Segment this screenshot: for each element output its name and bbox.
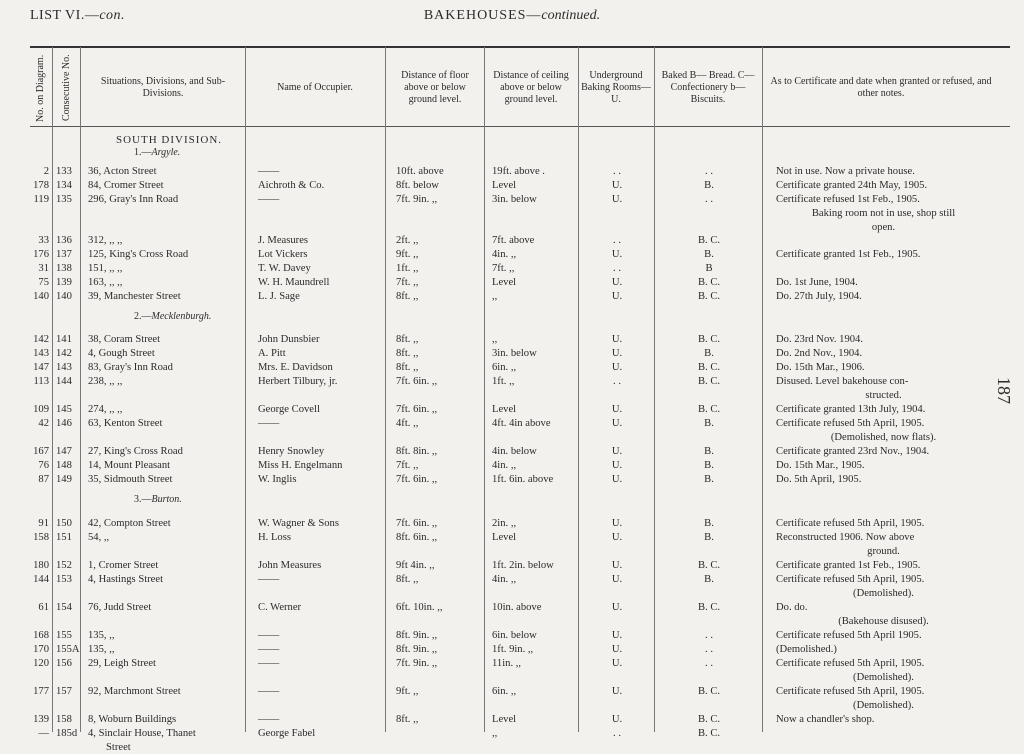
consecutive-no: 158 — [56, 714, 72, 725]
situation-cell: 92, Marchmont Street — [88, 686, 181, 697]
underground-cell: U. — [611, 532, 623, 543]
notes-continuation: (Demolished, now flats). — [830, 432, 937, 443]
occupier-cell: W. Inglis — [258, 474, 297, 485]
underground-cell: U. — [611, 404, 623, 415]
ceiling-cell: 1ft. 9in. ,, — [492, 644, 534, 655]
occupier-cell: —— — [258, 686, 280, 697]
ceiling-cell: Level — [492, 277, 517, 288]
consecutive-no: 139 — [56, 277, 72, 288]
underground-cell: U. — [611, 362, 623, 373]
occupier-cell: W. Wagner & Sons — [258, 518, 339, 529]
situation-cell: 163, ,, ,, — [88, 277, 123, 288]
underground-cell: U. — [611, 644, 623, 655]
occupier-cell: John Measures — [258, 560, 322, 571]
diagram-no: 139 — [33, 714, 49, 725]
page-number: 187 — [994, 377, 1014, 404]
notes-cell: Certificate granted 24th May, 1905. — [776, 180, 928, 191]
ceiling-cell: 3in. below — [492, 348, 537, 359]
ceiling-cell: ,, — [492, 728, 498, 739]
baked-cell: B. C. — [697, 404, 721, 415]
diagram-no: 120 — [33, 658, 49, 669]
floor-cell: 9ft. ,, — [396, 686, 419, 697]
ceiling-cell: 3in. below — [492, 194, 537, 205]
underground-cell: U. — [611, 574, 623, 585]
situation-cell: 274, ,, ,, — [88, 404, 123, 415]
baked-cell: B. — [704, 474, 714, 485]
occupier-cell: George Fabel — [258, 728, 316, 739]
notes-cell: Do. do. — [776, 602, 808, 613]
notes-cell: Do. 27th July, 1904. — [776, 291, 862, 302]
floor-cell: 8ft. ,, — [396, 348, 419, 359]
column-divider — [762, 47, 763, 732]
underground-cell: U. — [611, 348, 623, 359]
diagram-no: — — [38, 728, 49, 739]
occupier-cell: T. W. Davey — [258, 263, 311, 274]
baked-cell: B. — [704, 180, 714, 191]
floor-cell: 7ft. 6in. ,, — [396, 474, 438, 485]
floor-cell: 7ft. ,, — [396, 277, 419, 288]
notes-cell: Do. 2nd Nov., 1904. — [776, 348, 863, 359]
occupier-cell: Miss H. Engelmann — [258, 460, 343, 471]
diagram-no: 91 — [38, 518, 49, 529]
diagram-no: 87 — [38, 474, 49, 485]
underground-cell: U. — [611, 474, 623, 485]
notes-cell: Not in use. Now a private house. — [776, 166, 915, 177]
baked-cell: B. — [704, 532, 714, 543]
notes-continuation: (Bakehouse disused). — [838, 616, 929, 627]
notes-cell: Do. 15th Mar., 1906. — [776, 362, 865, 373]
floor-cell: 9ft 4in. ,, — [396, 560, 435, 571]
diagram-no: 144 — [33, 574, 49, 585]
situation-cell: 4, Gough Street — [88, 348, 155, 359]
diagram-no: 33 — [38, 235, 49, 246]
occupier-cell: C. Werner — [258, 602, 302, 613]
underground-cell: U. — [611, 686, 623, 697]
notes-continuation: ground. — [867, 546, 900, 557]
notes-cell: Certificate granted 13th July, 1904. — [776, 404, 926, 415]
floor-cell: 7ft. 6in. ,, — [396, 376, 438, 387]
baked-cell: B. C. — [697, 728, 721, 739]
underground-cell: . . — [613, 728, 621, 739]
baked-cell: B. C. — [697, 714, 721, 725]
situation-cell: 35, Sidmouth Street — [88, 474, 173, 485]
situation-cell: 1, Cromer Street — [88, 560, 159, 571]
occupier-cell: —— — [258, 574, 280, 585]
subdivision-name: Burton. — [151, 494, 182, 505]
occupier-cell: Lot Vickers — [258, 249, 308, 260]
ceiling-cell: Level — [492, 404, 517, 415]
situation-cell: 14, Mount Pleasant — [88, 460, 171, 471]
notes-continuation: (Demolished). — [853, 588, 914, 599]
baked-cell: B. — [704, 574, 714, 585]
situation-cell: 42, Compton Street — [88, 518, 171, 529]
situation-cell: 135, ,, — [88, 630, 115, 641]
baked-cell: . . — [705, 194, 713, 205]
consecutive-no: 134 — [56, 180, 72, 191]
floor-cell: 8ft. ,, — [396, 574, 419, 585]
notes-cell: Do. 15th Mar., 1905. — [776, 460, 865, 471]
floor-cell: 8ft. 6in. ,, — [396, 532, 438, 543]
underground-cell: U. — [611, 180, 623, 191]
subdivision-name: Argyle. — [151, 147, 181, 158]
consecutive-no: 133 — [56, 166, 72, 177]
situation-cell: 8, Woburn Buildings — [88, 714, 177, 725]
notes-cell: Certificate refused 5th April, 1905. — [776, 686, 925, 697]
diagram-no: 2 — [43, 166, 49, 177]
ceiling-cell: 4ft. 4in above — [492, 418, 551, 429]
occupier-cell: Aichroth & Co. — [258, 180, 325, 191]
consecutive-no: 138 — [56, 263, 72, 274]
consecutive-no: 142 — [56, 348, 72, 359]
underground-cell: U. — [611, 418, 623, 429]
ceiling-cell: 1ft. 6in. above — [492, 474, 554, 485]
underground-cell: U. — [611, 602, 623, 613]
underground-cell: U. — [611, 518, 623, 529]
floor-cell: 8ft. ,, — [396, 291, 419, 302]
consecutive-no: 150 — [56, 518, 72, 529]
consecutive-no: 149 — [56, 474, 72, 485]
ceiling-cell: 10in. above — [492, 602, 542, 613]
situation-cell: 135, ,, — [88, 644, 115, 655]
occupier-cell: H. Loss — [258, 532, 291, 543]
baked-cell: B. C. — [697, 334, 721, 345]
notes-cell: Certificate refused 5th April, 1905. — [776, 418, 925, 429]
diagram-no: 177 — [33, 686, 49, 697]
baked-cell: B — [705, 263, 713, 274]
consecutive-no: 154 — [56, 602, 72, 613]
diagram-no: 180 — [33, 560, 49, 571]
ceiling-cell: Level — [492, 180, 517, 191]
diagram-no: 42 — [38, 418, 49, 429]
situation-cell: 27, King's Cross Road — [88, 446, 183, 457]
ceiling-cell: 4in. ,, — [492, 460, 517, 471]
header-consecutive-no: Consecutive No. — [61, 54, 72, 122]
baked-cell: B. C. — [697, 602, 721, 613]
occupier-cell: L. J. Sage — [258, 291, 300, 302]
column-divider — [484, 47, 485, 732]
consecutive-no: 144 — [56, 376, 72, 387]
diagram-no: 109 — [33, 404, 49, 415]
underground-cell: U. — [611, 277, 623, 288]
situation-cell: 54, ,, — [88, 532, 110, 543]
situation-cell: 151, ,, ,, — [88, 263, 123, 274]
notes-continuation: Baking room not in use, shop still — [811, 208, 956, 219]
subdivision-name: Mecklenburgh. — [151, 311, 212, 322]
situation-continuation: Street — [106, 742, 131, 753]
underground-cell: U. — [611, 460, 623, 471]
notes-cell: Certificate granted 1st Feb., 1905. — [776, 560, 921, 571]
baked-cell: B. C. — [697, 277, 721, 288]
ceiling-cell: 19ft. above . — [492, 166, 545, 177]
column-divider — [80, 47, 81, 732]
underground-cell: U. — [611, 560, 623, 571]
consecutive-no: 140 — [56, 291, 72, 302]
notes-cell: Certificate refused 5th April, 1905. — [776, 658, 925, 669]
subdivision-number: 1.— — [134, 147, 152, 158]
baked-cell: B. — [704, 518, 714, 529]
baked-cell: B. — [704, 460, 714, 471]
floor-cell: 4ft. ,, — [396, 418, 419, 429]
ceiling-cell: Level — [492, 714, 517, 725]
consecutive-no: 143 — [56, 362, 72, 373]
baked-cell: B. — [704, 249, 714, 260]
situation-cell: 238, ,, ,, — [88, 376, 123, 387]
notes-cell: Do. 5th April, 1905. — [776, 474, 862, 485]
ceiling-cell: 2in. ,, — [492, 518, 517, 529]
underground-cell: U. — [611, 446, 623, 457]
diagram-no: 176 — [33, 249, 49, 260]
header-diagram-no: No. on Diagram. — [35, 54, 46, 122]
diagram-no: 61 — [38, 602, 49, 613]
floor-cell: 7ft. ,, — [396, 460, 419, 471]
notes-continuation: structed. — [865, 390, 902, 401]
consecutive-no: 155 — [56, 630, 72, 641]
underground-cell: U. — [611, 714, 623, 725]
baked-cell: . . — [705, 166, 713, 177]
situation-cell: 29, Leigh Street — [88, 658, 156, 669]
notes-cell: Certificate refused 5th April, 1905. — [776, 518, 925, 529]
subdivision-heading — [134, 494, 182, 506]
column-divider — [52, 47, 53, 732]
ceiling-cell: 1ft. ,, — [492, 376, 515, 387]
underground-cell: U. — [611, 658, 623, 669]
consecutive-no: 152 — [56, 560, 72, 571]
underground-cell: . . — [613, 166, 621, 177]
subdivision-number: 2.— — [134, 311, 152, 322]
baked-cell: . . — [705, 644, 713, 655]
notes-cell: Certificate granted 23rd Nov., 1904. — [776, 446, 930, 457]
baked-cell: B. C. — [697, 560, 721, 571]
header-baked: Baked B— Bread. C—Confectionery b—Biscuits. — [661, 70, 755, 105]
ceiling-cell: Level — [492, 532, 517, 543]
ceiling-cell: 1ft. 2in. below — [492, 560, 554, 571]
floor-cell: 8ft. ,, — [396, 714, 419, 725]
notes-cell: Disused. Level bakehouse con- — [776, 376, 909, 387]
header-rule — [30, 126, 1010, 127]
diagram-no: 143 — [33, 348, 49, 359]
floor-cell: 10ft. above — [396, 166, 444, 177]
situation-cell: 4, Sinclair House, Thanet — [88, 728, 196, 739]
consecutive-no: 137 — [56, 249, 72, 260]
diagram-no: 170 — [33, 644, 49, 655]
situation-cell: 4, Hastings Street — [88, 574, 164, 585]
consecutive-no: 156 — [56, 658, 72, 669]
column-divider — [578, 47, 579, 732]
floor-cell: 8ft. 8in. ,, — [396, 446, 438, 457]
notes-cell: Certificate refused 5th April 1905. — [776, 630, 922, 641]
ceiling-cell: ,, — [492, 291, 498, 302]
consecutive-no: 136 — [56, 235, 72, 246]
situation-cell: 125, King's Cross Road — [88, 249, 189, 260]
ceiling-cell: 4in. below — [492, 446, 537, 457]
consecutive-no: 185d — [56, 728, 78, 739]
underground-cell: U. — [611, 291, 623, 302]
occupier-cell: —— — [258, 418, 280, 429]
situation-cell: 39, Manchester Street — [88, 291, 181, 302]
diagram-no: 167 — [33, 446, 49, 457]
header-floor-distance: Distance of floor above or below ground level. — [401, 70, 469, 105]
baked-cell: B. — [704, 446, 714, 457]
ceiling-cell: 6in. ,, — [492, 686, 517, 697]
diagram-no: 140 — [33, 291, 49, 302]
occupier-cell: J. Measures — [258, 235, 309, 246]
occupier-cell: Herbert Tilbury, jr. — [258, 376, 338, 387]
header-occupier: Name of Occupier. — [277, 82, 353, 93]
underground-cell: U. — [611, 334, 623, 345]
occupier-cell: —— — [258, 166, 280, 177]
baked-cell: B. C. — [697, 235, 721, 246]
diagram-no: 147 — [33, 362, 49, 373]
diagram-no: 168 — [33, 630, 49, 641]
baked-cell: B. C. — [697, 291, 721, 302]
baked-cell: B. C. — [697, 362, 721, 373]
consecutive-no: 135 — [56, 194, 72, 205]
subdivision-heading — [134, 311, 211, 323]
situation-cell: 63, Kenton Street — [88, 418, 163, 429]
floor-cell: 6ft. 10in. ,, — [396, 602, 443, 613]
floor-cell: 8ft. ,, — [396, 334, 419, 345]
ceiling-cell: 7ft. above — [492, 235, 535, 246]
notes-continuation: (Demolished). — [853, 700, 914, 711]
consecutive-no: 146 — [56, 418, 72, 429]
underground-cell: U. — [611, 249, 623, 260]
diagram-no: 119 — [33, 194, 49, 205]
diagram-no: 158 — [33, 532, 49, 543]
occupier-cell: John Dunsbier — [258, 334, 320, 345]
ceiling-cell: 4in. ,, — [492, 249, 517, 260]
situation-cell: 38, Coram Street — [88, 334, 161, 345]
notes-continuation: (Demolished). — [853, 672, 914, 683]
list-label: LIST VI.—con. — [30, 8, 126, 23]
header-underground: Underground Baking Rooms—U. — [581, 70, 651, 105]
occupier-cell: W. H. Maundrell — [258, 277, 330, 288]
ceiling-cell: ,, — [492, 334, 498, 345]
floor-cell: 8ft. ,, — [396, 362, 419, 373]
baked-cell: B. C. — [697, 376, 721, 387]
floor-cell: 7ft. 6in. ,, — [396, 404, 438, 415]
occupier-cell: Henry Snowley — [258, 446, 325, 457]
consecutive-no: 147 — [56, 446, 72, 457]
consecutive-no: 145 — [56, 404, 72, 415]
occupier-cell: —— — [258, 630, 280, 641]
column-divider — [385, 47, 386, 732]
consecutive-no: 148 — [56, 460, 72, 471]
underground-cell: U. — [611, 630, 623, 641]
floor-cell: 8ft. 9in. ,, — [396, 644, 438, 655]
ceiling-cell: 6in. ,, — [492, 362, 517, 373]
header-situation: Situations, Divisions, and Sub-Divisions. — [100, 76, 226, 99]
notes-cell: (Demolished.) — [776, 644, 837, 655]
baked-cell: . . — [705, 630, 713, 641]
occupier-cell: —— — [258, 714, 280, 725]
floor-cell: 7ft. 9in. ,, — [396, 658, 438, 669]
ceiling-cell: 11in. ,, — [492, 658, 522, 669]
floor-cell: 7ft. 9in. ,, — [396, 194, 438, 205]
underground-cell: U. — [611, 194, 623, 205]
baked-cell: B. — [704, 418, 714, 429]
occupier-cell: —— — [258, 644, 280, 655]
notes-continuation: open. — [871, 222, 896, 233]
situation-cell: 36, Acton Street — [88, 166, 157, 177]
section-title: SOUTH DIVISION. — [116, 134, 223, 146]
underground-cell: . . — [613, 235, 621, 246]
diagram-no: 113 — [33, 376, 49, 387]
underground-cell: . . — [613, 263, 621, 274]
consecutive-no: 155A — [56, 644, 80, 655]
diagram-no: 76 — [38, 460, 49, 471]
page-title: BAKEHOUSES—continued. — [423, 8, 601, 23]
ceiling-cell: 7ft. ,, — [492, 263, 515, 274]
consecutive-no: 153 — [56, 574, 72, 585]
notes-cell: Do. 1st June, 1904. — [776, 277, 858, 288]
underground-cell: . . — [613, 376, 621, 387]
subdivision-heading — [134, 147, 180, 159]
notes-cell: Reconstructed 1906. Now above — [776, 532, 915, 543]
situation-cell: 84, Cromer Street — [88, 180, 164, 191]
baked-cell: . . — [705, 658, 713, 669]
occupier-cell: George Covell — [258, 404, 320, 415]
diagram-no: 75 — [38, 277, 49, 288]
ceiling-cell: 6in. below — [492, 630, 537, 641]
floor-cell: 7ft. 6in. ,, — [396, 518, 438, 529]
column-divider — [654, 47, 655, 732]
occupier-cell: —— — [258, 194, 280, 205]
header-notes: As to Certificate and date when granted or refused, and other notes. — [770, 76, 992, 99]
situation-cell: 296, Gray's Inn Road — [88, 194, 179, 205]
floor-cell: 2ft. ,, — [396, 235, 419, 246]
consecutive-no: 141 — [56, 334, 72, 345]
floor-cell: 8ft. 9in. ,, — [396, 630, 438, 641]
notes-cell: Certificate refused 5th April, 1905. — [776, 574, 925, 585]
situation-cell: 83, Gray's Inn Road — [88, 362, 173, 373]
floor-cell: 1ft. ,, — [396, 263, 419, 274]
column-divider — [245, 47, 246, 732]
header-ceiling-distance: Distance of ceiling above or below ground level. — [493, 70, 569, 105]
situation-cell: 312, ,, ,, — [88, 235, 123, 246]
notes-cell: Certificate refused 1st Feb., 1905. — [776, 194, 920, 205]
notes-cell: Now a chandler's shop. — [776, 714, 875, 725]
occupier-cell: A. Pitt — [258, 348, 286, 359]
top-rule — [30, 46, 1010, 48]
occupier-cell: Mrs. E. Davidson — [258, 362, 333, 373]
baked-cell: B. — [704, 348, 714, 359]
diagram-no: 142 — [33, 334, 49, 345]
notes-cell: Certificate granted 1st Feb., 1905. — [776, 249, 921, 260]
situation-cell: 76, Judd Street — [88, 602, 152, 613]
consecutive-no: 157 — [56, 686, 72, 697]
subdivision-number: 3.— — [134, 494, 152, 505]
baked-cell: B. C. — [697, 686, 721, 697]
diagram-no: 178 — [33, 180, 49, 191]
notes-cell: Do. 23rd Nov. 1904. — [776, 334, 863, 345]
diagram-no: 31 — [38, 263, 49, 274]
consecutive-no: 151 — [56, 532, 72, 543]
floor-cell: 8ft. below — [396, 180, 439, 191]
floor-cell: 9ft. ,, — [396, 249, 419, 260]
occupier-cell: —— — [258, 658, 280, 669]
ceiling-cell: 4in. ,, — [492, 574, 517, 585]
